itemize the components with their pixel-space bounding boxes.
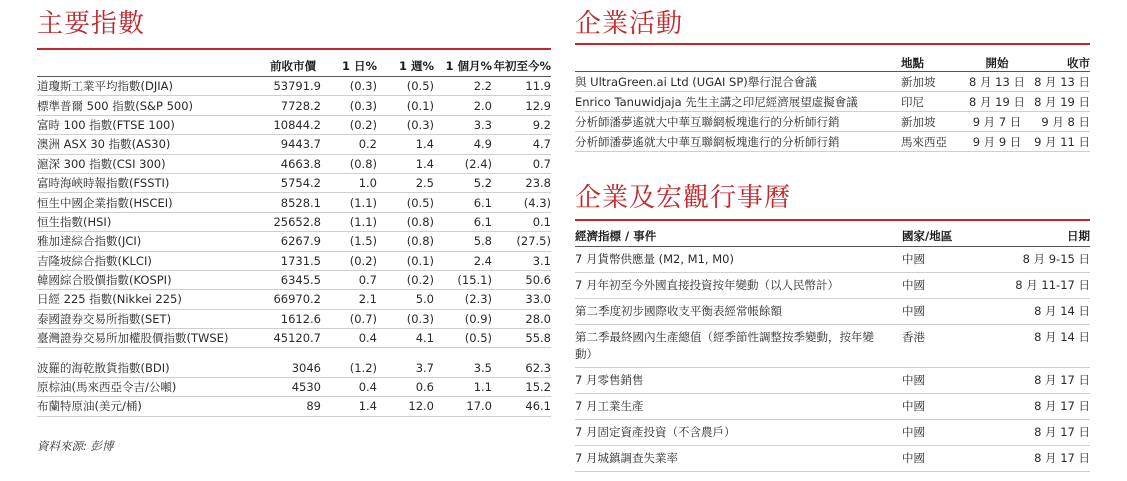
change-1w: 1.4 [377,135,434,154]
calendar-header-country: 國家/地區 [902,228,992,247]
change-1m: 2.4 [434,251,492,270]
prev-close: 5754.2 [265,173,321,192]
prev-close: 66970.2 [265,290,321,309]
change-ytd: 0.7 [492,154,551,173]
prev-close: 10844.2 [265,115,321,134]
prev-close: 6345.5 [265,270,321,289]
change-1d: (1.5) [321,232,377,251]
header-ytd: 年初至今% [492,58,551,77]
calendar-country: 中國 [902,273,992,299]
corp-header-event [575,54,901,72]
index-name: 韓國綜合股價指數(KOSPI) [37,270,265,289]
index-row [37,77,551,96]
index-row [37,270,551,289]
corp-header-location: 地點 [901,54,965,72]
prev-close: 4663.8 [265,154,321,173]
index-name: 臺灣證券交易所加權股價指數(TWSE) [37,329,265,348]
change-1m: (0.5) [434,329,492,348]
change-1w: 3.7 [377,358,434,377]
change-1d: (0.7) [321,309,377,328]
index-row [37,329,551,348]
index-row [37,232,551,251]
index-name: 道瓊斯工業平均指數(DJIA) [37,77,265,96]
event-name: Enrico Tanuwidjaja 先生主講之印尼經濟展望虛擬會議 [575,92,901,112]
index-row [37,96,551,115]
source-note: 資料來源: 彭博 [37,439,114,453]
corp-header-start: 開始 [965,54,1029,72]
change-ytd: 3.1 [492,251,551,270]
index-name: 澳洲 ASX 30 指數(AS30) [37,135,265,154]
calendar-row [575,446,1090,472]
prev-close: 1612.6 [265,309,321,328]
calendar-country: 中國 [902,446,992,472]
spacer-cell [377,348,434,359]
index-name: 滬深 300 指數(CSI 300) [37,154,265,173]
change-ytd: 55.8 [492,329,551,348]
change-1w: (0.8) [377,232,434,251]
index-row [37,115,551,134]
change-1w: 5.0 [377,290,434,309]
change-1d: 0.2 [321,135,377,154]
index-name: 恒生指數(HSI) [37,212,265,231]
change-ytd: 23.8 [492,173,551,192]
calendar-row [575,299,1090,325]
corp-title: 企業活動 [575,9,684,39]
change-1d: (0.3) [321,77,377,96]
calendar-date: 8 月 17 日 [992,368,1090,394]
calendar-date: 8 月 11-17 日 [992,273,1090,299]
change-1d: (1.1) [321,212,377,231]
prev-close: 4530 [265,377,321,396]
event-name: 分析師潘夢遙就大中華互聯網板塊進行的分析師行銷 [575,112,901,132]
change-ytd: 12.9 [492,96,551,115]
change-1d: (0.2) [321,251,377,270]
corp-row [575,132,1090,152]
calendar-country: 香港 [902,325,992,368]
index-row [37,154,551,173]
commodity-row [37,377,551,396]
event-location: 馬來西亞 [901,132,965,152]
change-1w: (0.2) [377,270,434,289]
index-row [37,193,551,212]
event-start: 9 月 7 日 [965,112,1029,132]
index-name: 富時海峽時報指數(FSSTI) [37,173,265,192]
index-name: 富時 100 指數(FTSE 100) [37,115,265,134]
change-1m: 3.5 [434,358,492,377]
change-1w: 4.1 [377,329,434,348]
change-1m: 1.1 [434,377,492,396]
spacer-cell [492,348,551,359]
spacer-cell [434,348,492,359]
change-1d: 0.4 [321,377,377,396]
change-1d: 1.4 [321,397,377,416]
change-ytd: 50.6 [492,270,551,289]
header-1d: 1 日% [321,58,377,77]
event-location: 新加坡 [901,72,965,92]
index-name: 日經 225 指數(Nikkei 225) [37,290,265,309]
change-ytd: 4.7 [492,135,551,154]
corp-table [575,54,1090,152]
indices-table [37,58,551,417]
event-start: 8 月 19 日 [965,92,1029,112]
corp-row [575,72,1090,92]
change-1w: 1.4 [377,154,434,173]
index-name: 布蘭特原油(美元/桶) [37,397,265,416]
change-1w: (0.1) [377,251,434,270]
change-1w: 12.0 [377,397,434,416]
calendar-country: 中國 [902,247,992,273]
spacer-cell [265,348,321,359]
change-1d: (0.3) [321,96,377,115]
event-name: 分析師潘夢遙就大中華互聯網板塊進行的分析師行銷 [575,132,901,152]
indices-title: 主要指數 [37,9,146,39]
prev-close: 9443.7 [265,135,321,154]
change-1d: 1.0 [321,173,377,192]
calendar-event: 7 月固定資產投資（不含農戶） [575,420,902,446]
event-location: 新加坡 [901,112,965,132]
calendar-row [575,273,1090,299]
calendar-event: 第二季度初步國際收支平衡表經常帳餘額 [575,299,902,325]
index-name: 原棕油(馬來西亞令吉/公噸) [37,377,265,396]
prev-close: 7728.2 [265,96,321,115]
calendar-row [575,368,1090,394]
change-1w: (0.3) [377,309,434,328]
prev-close: 1731.5 [265,251,321,270]
change-1m: (15.1) [434,270,492,289]
calendar-event: 7 月貨幣供應量 (M2, M1, M0) [575,247,902,273]
change-ytd: 11.9 [492,77,551,96]
calendar-title-rule [575,219,1090,221]
event-name: 與 UltraGreen.ai Ltd (UGAI SP)舉行混合會議 [575,72,901,92]
change-1d: 0.7 [321,270,377,289]
calendar-date: 8 月 17 日 [992,420,1090,446]
change-1m: 5.8 [434,232,492,251]
calendar-title: 企業及宏觀行事曆 [575,183,792,213]
prev-close: 89 [265,397,321,416]
index-row [37,251,551,270]
index-row [37,309,551,328]
event-end: 8 月 13 日 [1029,72,1090,92]
change-1m: (0.9) [434,309,492,328]
change-ytd: 15.2 [492,377,551,396]
index-name: 雅加達綜合指數(JCI) [37,232,265,251]
calendar-header-event: 經濟指標 / 事件 [575,228,902,247]
change-ytd: (4.3) [492,193,551,212]
event-start: 8 月 13 日 [965,72,1029,92]
header-prev-close: 前收市價 [265,58,321,77]
header-1m: 1 個月% [434,58,492,77]
corp-title-rule [575,43,1090,45]
change-1m: 17.0 [434,397,492,416]
event-end: 8 月 19 日 [1029,92,1090,112]
change-1m: 6.1 [434,212,492,231]
change-ytd: (27.5) [492,232,551,251]
change-1w: 2.5 [377,173,434,192]
change-1m: 6.1 [434,193,492,212]
change-1d: 2.1 [321,290,377,309]
calendar-row [575,247,1090,273]
spacer-cell [321,348,377,359]
change-1m: 2.2 [434,77,492,96]
corp-header-row [575,54,1090,72]
prev-close: 3046 [265,358,321,377]
calendar-header-row [575,228,1090,247]
prev-close: 45120.7 [265,329,321,348]
calendar-event: 7 月工業生產 [575,394,902,420]
prev-close: 8528.1 [265,193,321,212]
commodity-row [37,358,551,377]
change-1w: (0.5) [377,77,434,96]
change-1w: (0.1) [377,96,434,115]
change-ytd: 28.0 [492,309,551,328]
indices-title-rule [37,48,551,50]
event-location: 印尼 [901,92,965,112]
prev-close: 25652.8 [265,212,321,231]
index-name: 吉隆坡綜合指數(KLCI) [37,251,265,270]
change-1m: (2.4) [434,154,492,173]
index-name: 恒生中國企業指數(HSCEI) [37,193,265,212]
change-1d: (0.2) [321,115,377,134]
change-ytd: 0.1 [492,212,551,231]
change-1w: (0.3) [377,115,434,134]
change-ytd: 46.1 [492,397,551,416]
change-1m: 4.9 [434,135,492,154]
corp-row [575,92,1090,112]
change-1w: (0.8) [377,212,434,231]
change-ytd: 33.0 [492,290,551,309]
index-row [37,290,551,309]
calendar-date: 8 月 9-15 日 [992,247,1090,273]
event-start: 9 月 9 日 [965,132,1029,152]
index-name: 波羅的海乾散貨指數(BDI) [37,358,265,377]
calendar-event: 7 月零售銷售 [575,368,902,394]
calendar-date: 8 月 17 日 [992,446,1090,472]
change-1m: (2.3) [434,290,492,309]
table-spacer [37,348,551,359]
change-1m: 2.0 [434,96,492,115]
index-name: 標準普爾 500 指數(S&P 500) [37,96,265,115]
indices-header-row [37,58,551,77]
calendar-table [575,228,1090,472]
corp-header-end: 收市 [1029,54,1090,72]
calendar-date: 8 月 14 日 [992,325,1090,368]
change-1d: 0.4 [321,329,377,348]
calendar-event: 7 月年初至今外國直接投資按年變動（以人民幣計） [575,273,902,299]
calendar-date: 8 月 14 日 [992,299,1090,325]
calendar-country: 中國 [902,420,992,446]
calendar-country: 中國 [902,394,992,420]
event-end: 9 月 8 日 [1029,112,1090,132]
index-row [37,135,551,154]
calendar-event: 7 月城鎮調查失業率 [575,446,902,472]
calendar-header-date: 日期 [992,228,1090,247]
change-ytd: 9.2 [492,115,551,134]
spacer-cell [37,348,265,359]
calendar-row [575,420,1090,446]
calendar-event: 第二季最終國內生產總值（經季節性調整按季變動，按年變動） [575,325,902,368]
calendar-row [575,325,1090,368]
change-1w: 0.6 [377,377,434,396]
change-1d: (1.1) [321,193,377,212]
corp-row [575,112,1090,132]
index-row [37,212,551,231]
commodity-row [37,397,551,416]
change-1d: (0.8) [321,154,377,173]
calendar-country: 中國 [902,368,992,394]
calendar-row [575,394,1090,420]
change-1m: 5.2 [434,173,492,192]
change-1d: (1.2) [321,358,377,377]
change-1m: 3.3 [434,115,492,134]
change-1w: (0.5) [377,193,434,212]
event-end: 9 月 11 日 [1029,132,1090,152]
calendar-date: 8 月 17 日 [992,394,1090,420]
calendar-country: 中國 [902,299,992,325]
prev-close: 53791.9 [265,77,321,96]
index-name: 泰國證券交易所指數(SET) [37,309,265,328]
header-index [37,58,265,77]
header-1w: 1 週% [377,58,434,77]
prev-close: 6267.9 [265,232,321,251]
change-ytd: 62.3 [492,358,551,377]
index-row [37,173,551,192]
